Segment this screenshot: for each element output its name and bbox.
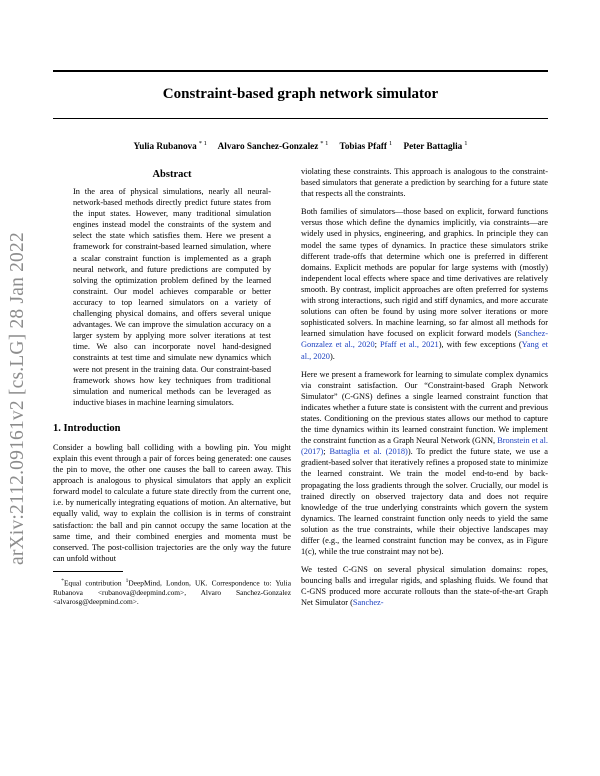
footnote-mark: * (61, 577, 65, 584)
paper-title: Constraint-based graph network simulator (162, 86, 439, 102)
introduction-paragraph: Consider a bowling ball colliding with a bowling pin. You might explain this event through a pair of forces being generated: one causes the pin to move, the other one causes the ball to careen away. This approach is analogous to physical simulators that apply an explicit forward model to calculate a future state directly from the current one, i.e. by numerically integrating equations of motion. An alternative, but equally valid, way to explain the collision is in terms of constraint satisfaction: the ball and pin cannot occupy the same location at the same time, and their combined energies and momenta must be conserved. The post-collision trajectories are the only way the future can unfold without (53, 442, 291, 563)
citation-link[interactable]: Battaglia et al. (2018) (329, 447, 408, 457)
author-name: Peter Battaglia (403, 141, 463, 152)
left-column (53, 168, 291, 607)
body-paragraph: Here we present a framework for learning to simulate complex dynamics via constraint satisfaction. Our “Constraint-based Graph Network Simulator” (C-GNS) defines a single learned constraint function that indicates whether a future state is consistent with the current and previous states. Conditioning on the previous states allows our method to capture the time dynamics within its learned constraint function. We implement the constraint function as a Graph Neural Network (GNN, Bronstein et al. (2017); Battaglia et al. (2018)). To predict the future state, we use a gradient-based solver that iteratively refines a proposed state to minimize the learned constraint. We train the model end-to-end by back-propagating the loss gradients through the solver. Crucially, our model is trained directly on observed trajectory data and does not require knowledge of the true underlying constraints which govern the system dynamics. The learned constraint function only needs to yield the same solution as the true constraints, while their objective landscapes may differ (e.g., the learned constraint function may be convex, as in Figure 1(c), while the true constraint may not be). (301, 369, 548, 557)
footnote-affiliation-mark: 1 (125, 577, 129, 584)
author-name: Yulia Rubanova (133, 141, 197, 152)
body-paragraph: violating these constraints. This approach is analogous to the constraint-based simulators that generate a prediction by searching for a future state that respects all the constraints. (301, 167, 548, 199)
citation-link[interactable]: Pfaff et al., 2021 (380, 340, 439, 350)
citation-link[interactable]: Sanchez- (352, 598, 384, 608)
title-rule-top (53, 70, 548, 72)
abstract-text: In the area of physical simulations, nearly all neural-network-based methods directly predict future states from the input states. However, many traditional simulation engines instead model the constraints of the system and select the state which satisfies them. Here we present a framework for constraint-based learned simulation, where a scalar constraint function is implemented as a graph neural network, and future predictions are computed by solving the optimization problem defined by the learned constraint. Our model achieves comparable or better accuracy to top learned simulators on a variety of challenging physical domains, and offers several unique advantages. We can improve the simulation accuracy on a larger system by applying more solver iterations at test time. We also can incorporate novel hand-designed constraints at test time and simulate new dynamics which were not present in the training data. Our constraint-based framework shows how key techniques from traditional simulation and numerical methods can be leveraged as inductive biases in machine learning simulators. (73, 187, 271, 407)
author-affiliation-mark: * 1 (198, 140, 207, 147)
author-list (53, 138, 548, 152)
citation-link[interactable]: Bronstein et al. (2017) (301, 436, 548, 457)
author-affiliation-mark: * 1 (320, 140, 329, 147)
citation-link[interactable]: Sanchez-Gonzalez et al., 2020 (301, 329, 548, 350)
author-affiliation-mark: 1 (388, 140, 393, 147)
author-name: Alvaro Sanchez-Gonzalez (217, 141, 319, 152)
title-rule-bottom (53, 118, 548, 119)
footnote (53, 577, 291, 607)
abstract-section (53, 186, 291, 408)
abstract-heading: Abstract (152, 169, 192, 180)
footnote-correspondence: DeepMind, London, UK. Correspondence to: Yulia Rubanova <rubanova@deepmind.com>, Alvaro Sanchez-Gonzalez <alvarosg@deepmind.com>. (53, 578, 291, 607)
footnote-rule (53, 571, 123, 572)
author-name: Tobias Pfaff (339, 141, 387, 152)
author-affiliation-mark: 1 (464, 140, 468, 147)
footnote-equal-contribution: Equal contribution (64, 578, 126, 588)
citation-link[interactable]: Yang et al., 2020 (301, 340, 548, 361)
introduction-heading: 1. Introduction (53, 422, 121, 434)
arxiv-identifier[interactable]: arXiv:2112.09161v2 [cs.LG] 28 Jan 2022 (7, 232, 28, 565)
right-column (301, 166, 548, 616)
body-paragraph: Both families of simulators—those based on explicit, forward functions versus those which define the dynamics implicitly, via constraints—are widely used in physics, engineering, and graphics. In principle they can model the same types of dynamics. In practice these simulators strike different trade-offs that determine which one is preferred in different domains. Explicit methods are popular for large systems with (mostly) independent local effects where space and time derivatives are relatively smooth. By contrast, implicit approaches are often preferred for systems with strong interactions, such rigid and stiff dynamics, and more accurate solutions can often be found by using more solver iterations or more sophisticated solvers. In machine learning, so far almost all methods for learned simulation have focused on explicit forward models (Sanchez-Gonzalez et al., 2020; Pfaff et al., 2021), with few exceptions (Yang et al., 2020). (301, 207, 548, 361)
body-paragraph: We tested C-GNS on several physical simulation domains: ropes, bouncing balls and irregular rigids, and splashing fluids. We found that C-GNS produced more accurate rollouts than the state-of-the-art Graph Net Simulator (Sanchez- (301, 565, 548, 608)
